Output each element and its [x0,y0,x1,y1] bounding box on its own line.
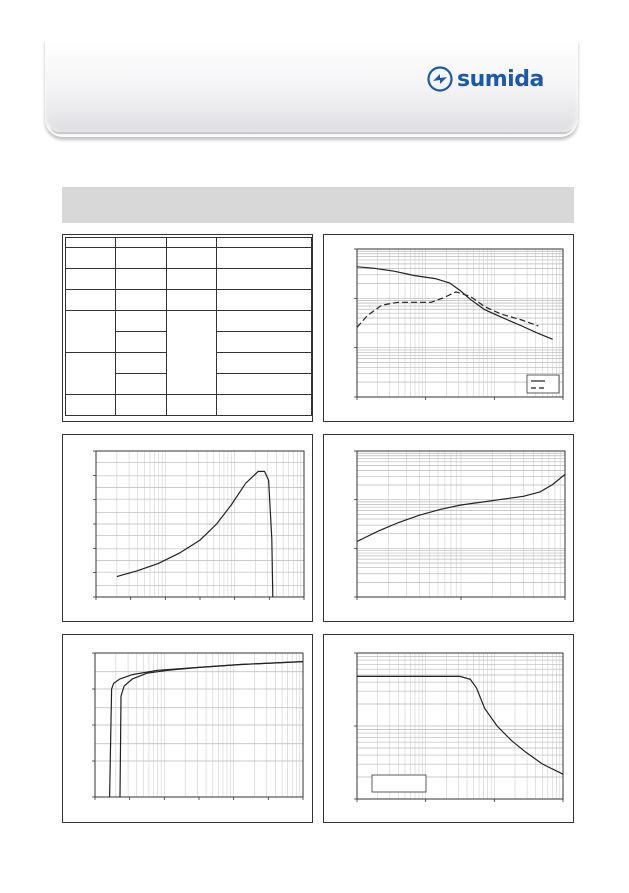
chart-middle-right [324,435,573,621]
table-cell [217,395,312,416]
table-cell [66,395,116,416]
series-line-2 [357,292,538,328]
sumida-logo-icon [427,66,453,92]
legend-box [527,375,559,393]
chart-panel-middle-right [323,434,574,622]
brand-logo [427,64,544,94]
chart-panel-bottom-left [62,634,313,823]
table-cell [167,395,217,416]
table-cell [66,248,116,269]
table-cell [217,332,312,353]
table-cell [217,353,312,374]
table-cell [167,290,217,311]
table-cell [167,248,217,269]
table-cell [116,374,167,395]
series-line-1 [117,471,273,597]
table-cell [217,238,312,248]
table-cell [66,269,116,290]
table-cell [217,374,312,395]
table-cell [167,311,217,395]
chart-bottom-left [63,635,312,822]
table-cell [116,332,167,353]
chart-top-right [324,235,573,421]
table-cell [217,248,312,269]
table-cell [66,311,116,353]
table-cell [116,353,167,374]
table-cell [116,269,167,290]
legend-box [372,775,426,792]
table-cell [116,248,167,269]
section-title-bar [62,187,574,223]
table-cell [217,290,312,311]
spec-table [65,237,312,416]
table-cell [116,238,167,248]
chart-panel-bottom-right [323,634,574,823]
header-banner [45,40,578,137]
table-cell [217,269,312,290]
table-cell [116,290,167,311]
table-cell [66,353,116,395]
table-cell [66,290,116,311]
spec-table-panel [62,234,313,422]
table-cell [116,395,167,416]
table-cell [116,311,167,332]
chart-middle-left [63,435,312,621]
chart-panel-top-right [323,234,574,422]
chart-panel-middle-left [62,434,313,622]
table-cell [66,238,116,248]
table-cell [167,269,217,290]
table-cell [167,238,217,248]
header-edge [51,126,572,134]
table-cell [217,311,312,332]
brand-name: sumida [457,66,544,92]
chart-bottom-right [324,635,573,822]
